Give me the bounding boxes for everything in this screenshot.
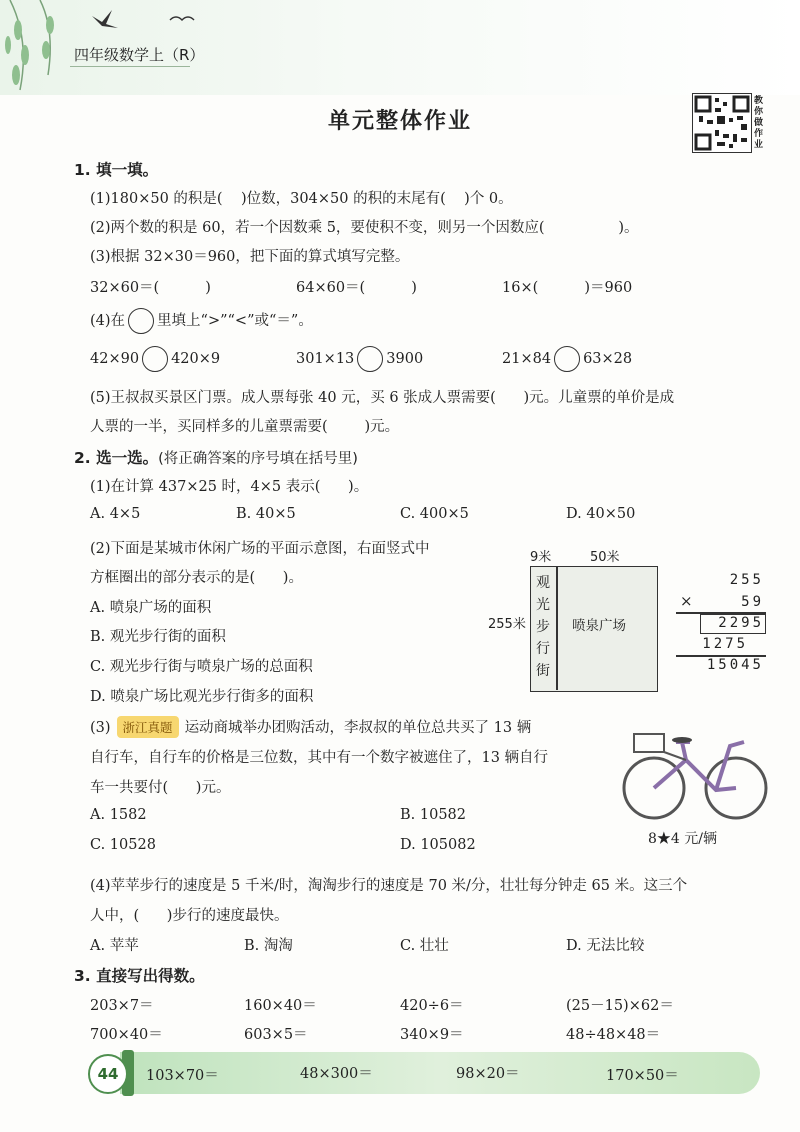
- s1-q4b: [296, 346, 423, 372]
- s1-q5-line2: 人票的一半，买同样多的儿童票需要( )元。: [90, 419, 400, 435]
- s3-r2-c1: 700×40＝: [90, 1027, 163, 1043]
- s2-q4-option-b[interactable]: B. 淘淘: [244, 938, 293, 954]
- diagram-height: 255米: [488, 617, 526, 632]
- s1-q3c: 16×( )＝960: [502, 280, 633, 296]
- left-label-char: 步: [536, 619, 550, 635]
- s3-r2-c3: 340×9＝: [400, 1027, 464, 1043]
- s2-q2-line2: 方框圈出的部分表示的是( )。: [90, 570, 303, 586]
- s1-q4c: [502, 346, 632, 372]
- s3-r1-c2: 160×40＝: [244, 998, 317, 1014]
- s2-q1-option-d[interactable]: D. 40×50: [566, 506, 636, 522]
- s2-q3-text: 运动商城举办团购活动，李叔叔的单位总共买了 13 辆: [184, 720, 532, 736]
- compare-circle[interactable]: [357, 346, 383, 372]
- calc-operator: ×: [680, 592, 693, 610]
- calc-row-5: 15045: [706, 657, 764, 673]
- s2-q1-option-c[interactable]: C. 400×5: [400, 506, 469, 522]
- s3-r1-c4: (25－15)×62＝: [566, 998, 674, 1014]
- section-3-title: 3. 直接写出得数。: [74, 967, 205, 985]
- s2-q3-option-c[interactable]: C. 10528: [90, 837, 156, 853]
- bicycle-icon: [620, 716, 770, 824]
- grade-label: 四年级数学上（R）: [74, 46, 205, 64]
- s2-q1-option-a[interactable]: A. 4×5: [90, 506, 141, 522]
- s1-q4: [90, 308, 313, 334]
- s1-q4b-right: 3900: [386, 351, 424, 367]
- calc-row-3: 2295: [718, 615, 764, 631]
- s3-r2-c4: 48÷48×48＝: [566, 1027, 661, 1043]
- left-label-char: 光: [536, 597, 550, 613]
- calc-row-2: 59: [741, 594, 764, 610]
- s3-r2-c2: 603×5＝: [244, 1027, 308, 1043]
- s1-q3: (3)根据 32×30＝960，把下面的算式填写完整。: [90, 249, 410, 265]
- s3-r3-c2: 48×300＝: [300, 1066, 373, 1082]
- diagram-width-1: 9米: [530, 550, 552, 565]
- s1-q4c-right: 63×28: [583, 351, 633, 367]
- qr-side-text: 教你做作业: [754, 96, 764, 150]
- left-label-char: 观: [536, 575, 550, 591]
- qr-pattern-icon: [693, 94, 751, 152]
- section-2-title: [74, 446, 358, 468]
- s3-r1-c1: 203×7＝: [90, 998, 154, 1014]
- s1-q4b-left: 301×13: [296, 351, 355, 367]
- compare-circle[interactable]: [128, 308, 154, 334]
- s2-q4-line1: (4)苹苹步行的速度是 5 千米/时，淘淘步行的速度是 70 米/分，壮壮每分钟走 65 米。这三个: [90, 878, 688, 894]
- s1-q4a: [90, 346, 220, 372]
- left-label-char: 街: [536, 663, 550, 679]
- s1-q4a-right: 420×9: [171, 351, 221, 367]
- s2-q1-option-b[interactable]: B. 40×5: [236, 506, 296, 522]
- s2-q2-option-d[interactable]: D. 喷泉广场比观光步行街多的面积: [90, 689, 314, 705]
- qr-code[interactable]: [692, 93, 752, 153]
- s2-q2-line1: (2)下面是某城市休闲广场的平面示意图，右面竖式中: [90, 541, 430, 557]
- s2-q3-option-a[interactable]: A. 1582: [90, 807, 147, 823]
- s1-q4a-left: 42×90: [90, 351, 140, 367]
- s1-q5-line1: (5)王叔叔买景区门票。成人票每张 40 元，买 6 张成人票需要( )元。儿童票的单价是成: [90, 390, 675, 406]
- s1-q4-part2: 里填上“>”“<”或“＝”。: [157, 313, 313, 329]
- s2-q3-option-b[interactable]: B. 10582: [400, 807, 467, 823]
- s1-q2: [90, 216, 639, 237]
- s1-q1-part1: (1)180×50 的积是(: [90, 191, 223, 207]
- s2-q2-option-c[interactable]: C. 观光步行街与喷泉广场的总面积: [90, 659, 313, 675]
- s1-q1-part2: )位数，304×50 的积的末尾有(: [222, 191, 446, 207]
- calc-row-4: 1275: [702, 636, 748, 652]
- s2-q1: (1)在计算 437×25 时，4×5 表示( )。: [90, 479, 369, 495]
- s3-r1-c3: 420÷6＝: [400, 998, 464, 1014]
- s2-q4-option-a[interactable]: A. 苹苹: [90, 938, 139, 954]
- s1-q4-part1: (4)在: [90, 313, 126, 329]
- s3-r3-c1: 103×70＝: [146, 1068, 219, 1084]
- s1-q1-part3: )个 0。: [445, 191, 513, 207]
- page-title: 单元整体作业: [327, 109, 472, 134]
- s1-q2-part1: (2)两个数的积是 60，若一个因数乘 5，要使积不变，则另一个因数应(: [90, 220, 545, 236]
- s2-q4-line2: 人中，( )步行的速度最快。: [90, 908, 289, 924]
- s1-q3a: 32×60＝( ): [90, 280, 211, 296]
- header-divider: [70, 66, 190, 67]
- s2-q3-line3: 车一共要付( )元。: [90, 780, 231, 796]
- plaza-divider: [556, 566, 558, 690]
- section-2-subtitle: (将正确答案的序号填在括号里): [158, 451, 358, 467]
- calc-row-1: 255: [729, 572, 764, 588]
- exam-source-badge: 浙江真题: [117, 716, 179, 738]
- s2-q3-option-d[interactable]: D. 105082: [400, 837, 476, 853]
- diagram-width-2: 50米: [590, 550, 620, 565]
- compare-circle[interactable]: [554, 346, 580, 372]
- s2-q4-option-c[interactable]: C. 壮壮: [400, 938, 449, 954]
- s1-q4c-left: 21×84: [502, 351, 552, 367]
- bike-price: 8★4 元/辆: [648, 831, 717, 847]
- section-1-title: 1. 填一填。: [74, 161, 159, 179]
- s3-r3-c4: 170×50＝: [606, 1068, 679, 1084]
- s2-q3-line1: (3) 浙江真题 运动商城举办团购活动，李叔叔的单位总共买了 13 辆: [90, 716, 531, 738]
- s1-q1: [90, 187, 513, 208]
- s2-q2-option-a[interactable]: A. 喷泉广场的面积: [90, 600, 212, 616]
- left-label-char: 行: [536, 641, 550, 657]
- section-2-heading: 2. 选一选。: [74, 449, 159, 467]
- s1-q3b: 64×60＝( ): [296, 280, 417, 296]
- diagram-right-label: 喷泉广场: [572, 618, 626, 634]
- s1-q2-part2: )。: [544, 220, 639, 236]
- s3-r3-c3: 98×20＝: [456, 1066, 520, 1082]
- diagram-left-label: [532, 572, 554, 682]
- s2-q2-option-b[interactable]: B. 观光步行街的面积: [90, 629, 226, 645]
- swallow-birds-icon: [88, 6, 208, 36]
- s2-q3-line2: 自行车，自行车的价格是三位数，其中有一个数字被遮住了，13 辆自行: [90, 750, 549, 766]
- compare-circle[interactable]: [142, 346, 168, 372]
- page-number: 44: [88, 1054, 128, 1094]
- s2-q4-option-d[interactable]: D. 无法比较: [566, 938, 645, 954]
